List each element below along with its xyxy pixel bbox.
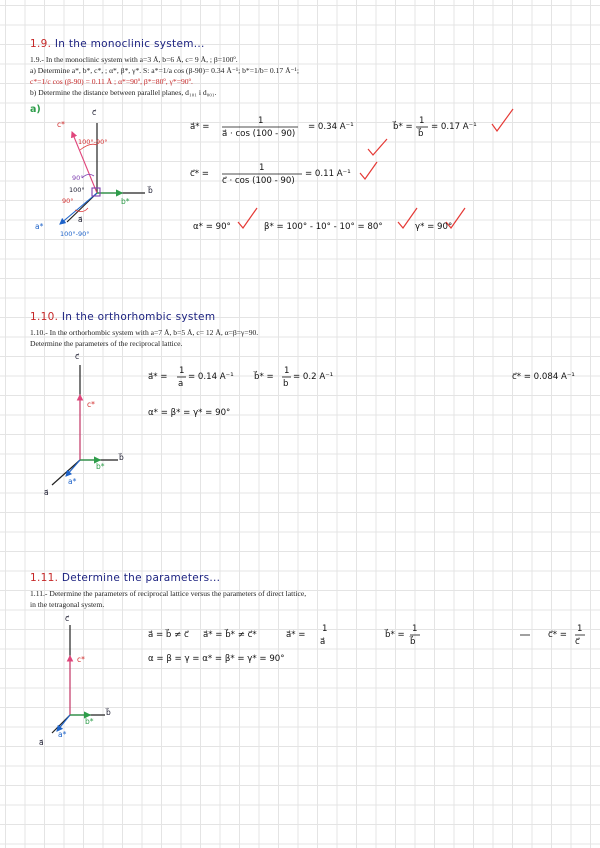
eq-a-star-numerator: 1 [322, 624, 328, 634]
eq-a-star-numerator: 1 [258, 116, 264, 126]
check-mark [368, 139, 387, 155]
diagram-label-b: b⃗ [106, 708, 111, 717]
diagram-label-a: a⃗ [78, 215, 83, 224]
eq-a-star-lhs: a⃗* = [148, 372, 168, 382]
eq-b-star-result: = 0.17 A⁻¹ [431, 122, 477, 132]
part-a-label: a) [30, 104, 41, 115]
problem-solution-line: c*=1/c cos (β-90) = 0.11 Å ; α*=90º, β*=80º, γ*=90º. [30, 77, 193, 86]
check-mark [360, 162, 377, 179]
eq-b-star-lhs: b⃗* = [393, 122, 413, 132]
eq-b-star-numerator: 1 [419, 116, 425, 126]
problem-statement-line: a) Determine a*, b*, c*, ; α*, β*, γ*. S: a*=1/a cos (β-90)= 0.34 Å⁻¹; b*=1/b= 0.17 Å⁻¹; [30, 66, 299, 75]
eq-c-star: c⃗* = 0.084 A⁻¹ [512, 372, 575, 382]
eq-beta-star: β* = 100° - 10° - 10° = 80° [264, 222, 383, 232]
eq-a-star-result: = 0.14 A⁻¹ [188, 372, 234, 382]
eq-reciprocal-angles: α* = β* = γ* = 90° [148, 408, 231, 418]
diagram-label-c-star: c* [77, 655, 85, 664]
diagram-label-a-star: a* [68, 477, 77, 486]
diagram-label-c-star: c* [87, 400, 95, 409]
eq-gamma-star: γ* = 90° [415, 222, 453, 232]
diagram-label-a: a⃗ [39, 738, 44, 747]
problem-statement-line: in the tetragonal system. [30, 600, 105, 609]
eq-b-star-numerator: 1 [284, 366, 290, 376]
diagram-label-a-star: a* [58, 730, 67, 739]
diagram-label-b: b⃗ [148, 186, 153, 195]
eq-c-star-lhs: c⃗* = [548, 630, 567, 640]
eq-a-star-numerator: 1 [179, 366, 185, 376]
angle-arc [82, 174, 94, 178]
section-title-text: Determine the parameters... [61, 572, 221, 584]
diagram-angle-label: 100° [69, 186, 85, 194]
check-mark [238, 208, 257, 228]
eq-c-star-denominator: c⃗ [575, 637, 580, 647]
diagram-label-b: b⃗ [119, 453, 124, 462]
eq-direct-relation: a⃗ = b⃗ ≠ c⃗ [148, 630, 189, 640]
diagram-angle-label: 100°-90° [60, 230, 90, 238]
problem-statement-line: b) Determine the distance between parallel planes, d₁₀₁ i d₀₀₁. [30, 88, 217, 97]
section-1-10-title [30, 311, 215, 323]
eq-a-star-denominator: a⃗ · cos (100 - 90) [222, 129, 296, 139]
eq-b-star-result: = 0.2 A⁻¹ [293, 372, 334, 382]
diagram-label-c: c⃗ [75, 352, 80, 361]
eq-c-star-denominator: c⃗ · cos (100 - 90) [222, 176, 295, 186]
eq-a-star-result: = 0.34 A⁻¹ [308, 122, 354, 132]
diagram-angle-label: 90° [62, 197, 74, 205]
eq-all-angles: α = β = γ = α* = β* = γ* = 90° [148, 654, 285, 664]
eq-b-star-denominator: b⃗ [418, 129, 424, 139]
diagram-label-b-star: b* [121, 197, 130, 206]
a-star-vector [66, 460, 80, 476]
problem-statement-line: 1.10.- In the orthorhombic system with a=7 Å, b=5 Å, c= 12 Å, α=β=γ=90. [30, 328, 259, 337]
eq-a-star-denominator: a⃗ [320, 637, 326, 647]
diagram-label-c-star: c* [57, 120, 65, 129]
problem-statement-line: 1.11.- Determine the parameters of reciprocal lattice versus the parameters of direct lattice, [30, 589, 307, 598]
diagram-label-c: c⃗ [65, 614, 70, 623]
eq-c-star-numerator: 1 [259, 163, 265, 173]
eq-b-star-denominator: b⃗ [410, 637, 416, 647]
diagram-label-a-star: a* [35, 222, 44, 231]
eq-a-star-lhs: a⃗* = [190, 122, 210, 132]
diagram-label-b-star: b* [85, 717, 94, 726]
eq-alpha-star: α* = 90° [193, 222, 231, 232]
section-number: 1.10. [30, 311, 59, 323]
eq-c-star-result: = 0.11 A⁻¹ [305, 169, 351, 179]
section-number: 1.9. [30, 38, 52, 50]
eq-b-star-denominator: b [283, 379, 289, 389]
section-title-text: In the orthorhombic system [61, 311, 216, 323]
eq-c-star-numerator: 1 [577, 624, 583, 634]
section-title-text: In the monoclinic system... [54, 38, 205, 50]
eq-reciprocal-relation: a⃗* = b⃗* ≠ c⃗* [203, 630, 257, 640]
diagram-label-b-star: b* [96, 462, 105, 471]
diagram-angle-label: 90° [72, 174, 84, 182]
a-star-vector [57, 715, 70, 731]
eq-b-star-lhs: b⃗* = [385, 630, 405, 640]
eq-c-star-lhs: c⃗* = [190, 169, 209, 179]
section-1-11-title [30, 572, 220, 584]
diagram-label-a: a⃗ [44, 488, 49, 497]
problem-statement-line: Determine the parameters of the reciprocal lattice. [30, 339, 183, 348]
eq-a-star-denominator: a [178, 379, 184, 389]
eq-a-star-lhs: a⃗* = [286, 630, 306, 640]
section-number: 1.11. [30, 572, 59, 584]
diagram-angle-label: 100°-90° [78, 138, 108, 146]
eq-b-star-numerator: 1 [412, 624, 418, 634]
diagram-label-c: c⃗ [92, 108, 97, 117]
check-mark [492, 109, 513, 131]
problem-statement-line: 1.9.- In the monoclinic system with a=3 Å, b=6 Å, c= 9 Å, ; β=100º. [30, 55, 238, 64]
eq-b-star-lhs: b⃗* = [254, 372, 274, 382]
